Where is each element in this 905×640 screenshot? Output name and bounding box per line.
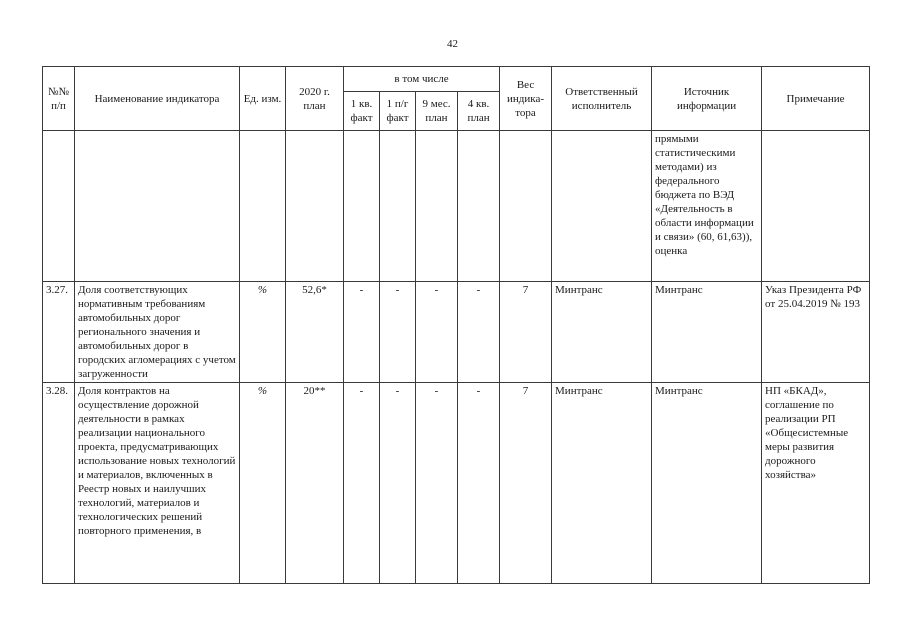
cell-num (43, 131, 75, 282)
cell-responsible: Минтранс (552, 383, 652, 584)
header-indicator-name: Наименование индикатора (75, 67, 240, 131)
cell-h1 (380, 131, 416, 282)
header-9m-plan: 9 мес. план (416, 92, 458, 131)
header-note: Примечание (762, 67, 870, 131)
cell-num: 3.27. (43, 282, 75, 383)
cell-indicator-name (75, 131, 240, 282)
cell-q4: - (458, 282, 500, 383)
cell-h1: - (380, 282, 416, 383)
cell-q1: - (344, 383, 380, 584)
cell-source: Минтранс (652, 383, 762, 584)
cell-q4 (458, 131, 500, 282)
header-h1-fact: 1 п/г факт (380, 92, 416, 131)
table-row (43, 131, 870, 282)
indicators-table (42, 66, 870, 584)
cell-unit: % (240, 282, 286, 383)
header-weight: Вес индика-тора (500, 67, 552, 131)
cell-h1: - (380, 383, 416, 584)
cell-source: Минтранс (652, 282, 762, 383)
header-including: в том числе (344, 67, 500, 92)
cell-plan: 20** (286, 383, 344, 584)
cell-weight: 7 (500, 383, 552, 584)
cell-unit: % (240, 383, 286, 584)
cell-note: Указ Президента РФ от 25.04.2019 № 193 (762, 282, 870, 383)
cell-indicator-name: Доля соответствующих нормативным требованиям автомобильных дорог регионального значения и автомобильных дорог в городских агломерациях с учетом загруженности (75, 282, 240, 383)
cell-unit (240, 131, 286, 282)
cell-note: НП «БКАД», соглашение по реализации РП «Общесистемные меры развития дорожного хозяйства» (762, 383, 870, 584)
header-num: №№ п/п (43, 67, 75, 131)
table-row (43, 383, 870, 584)
cell-plan (286, 131, 344, 282)
page-number: 42 (447, 38, 458, 50)
cell-num: 3.28. (43, 383, 75, 584)
cell-responsible (552, 131, 652, 282)
cell-indicator-name: Доля контрактов на осуществление дорожной деятельности в рамках реализации национального проекта, предусматривающих использование новых технологий и материалов, включенных в Реестр новых и наилучших технологий, материалов и технологических решений повторного применения, в (75, 383, 240, 584)
header-plan-2020: 2020 г. план (286, 67, 344, 131)
cell-q1 (344, 131, 380, 282)
cell-weight: 7 (500, 282, 552, 383)
header-q4-plan: 4 кв. план (458, 92, 500, 131)
header-row (43, 67, 870, 92)
cell-responsible: Минтранс (552, 282, 652, 383)
header-responsible: Ответственный исполнитель (552, 67, 652, 131)
cell-weight (500, 131, 552, 282)
cell-q1: - (344, 282, 380, 383)
cell-note (762, 131, 870, 282)
cell-9m (416, 131, 458, 282)
header-unit: Ед. изм. (240, 67, 286, 131)
cell-9m: - (416, 282, 458, 383)
header-source: Источник информации (652, 67, 762, 131)
header-q1-fact: 1 кв. факт (344, 92, 380, 131)
cell-q4: - (458, 383, 500, 584)
cell-9m: - (416, 383, 458, 584)
table-row (43, 282, 870, 383)
cell-source: прямыми статистическими методами) из федерального бюджета по ВЭД «Деятельность в области информации и связи» (60, 61,63)), оценка (652, 131, 762, 282)
cell-plan: 52,6* (286, 282, 344, 383)
